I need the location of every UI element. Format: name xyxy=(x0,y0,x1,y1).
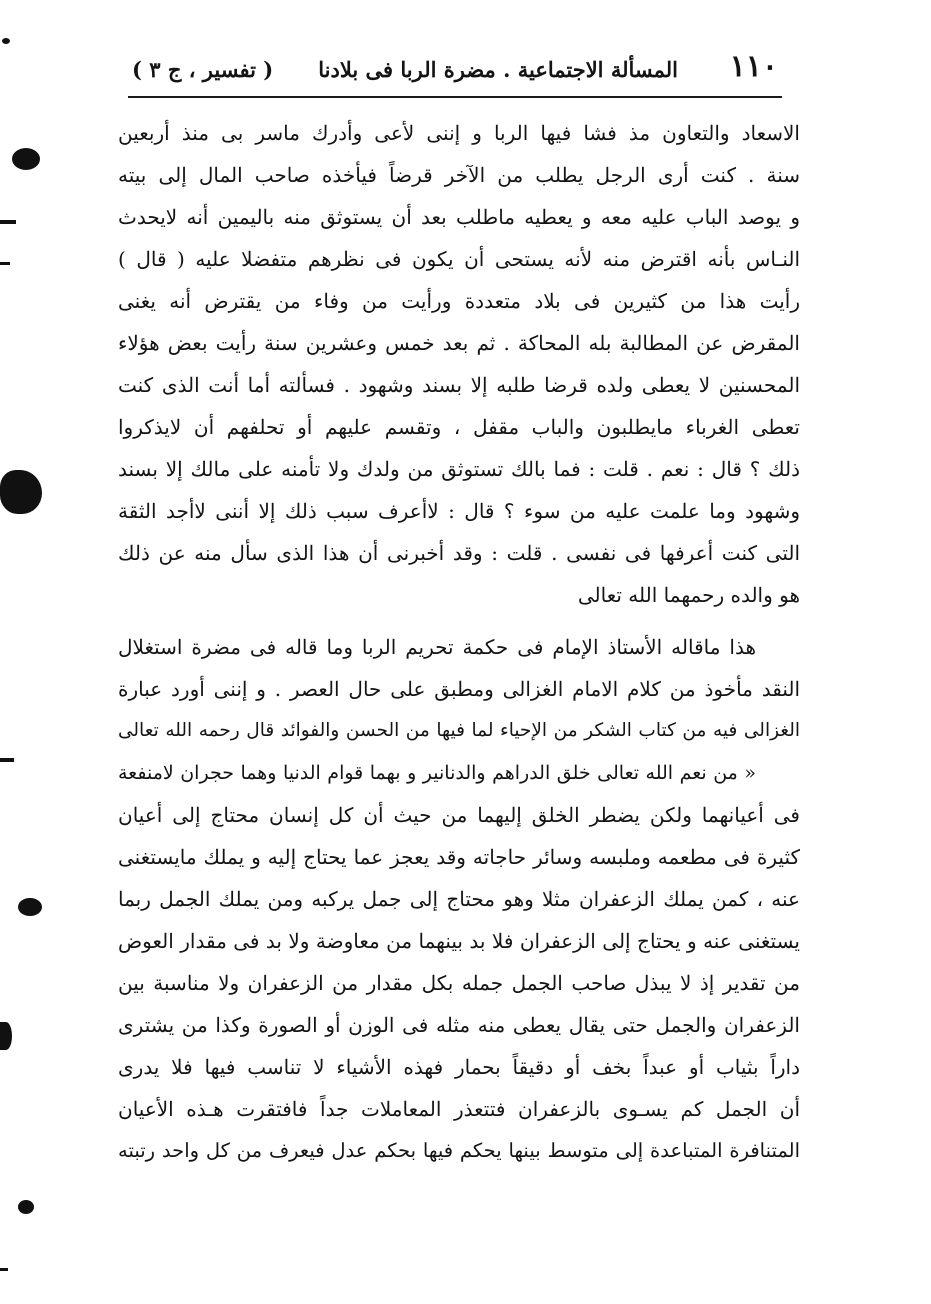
text-line: رأيت هذا من كثيرين فى بلاد متعددة ورأيت من وفاء من يقترض أنه يغنى xyxy=(118,289,800,313)
text-line: تعطى الغرباء مايطلبون والباب مقفل ، وتقسم عليهم أو تحلفهم أن لايذكروا xyxy=(118,415,800,439)
scan-blot xyxy=(12,148,40,170)
text-line: كثيرة فى مطعمه وملبسه وسائر حاجاته وقد يعجز عما يحتاج إليه و يملك مايستغنى xyxy=(118,845,800,869)
text-line: « من نعم الله تعالى خلق الدراهم والدنانير و بهما قوام الدنيا وهما حجران لامنفعة xyxy=(118,762,756,784)
text-line: هو والده رحمهما الله تعالى xyxy=(577,583,800,607)
text-line: النقد مأخوذ من كلام الامام الغزالى ومطبق على حال العصر . و إننى أورد عبارة xyxy=(118,677,801,701)
text-line: من تقدير إذ لا يبذل صاحب الجمل جمله بكل مقدار من الزعفران ولا مناسبة بين xyxy=(118,971,800,995)
text-line: و يوصد الباب عليه معه و يعطيه ماطلب بعد أن يستوثق منه باليمين أنه لايحدث xyxy=(118,205,800,229)
scan-blot xyxy=(18,898,42,916)
text-line: المتنافرة المتباعدة إلى متوسط بينها يحكم فيها بحكم عدل فيعرف من كل واحد رتبته xyxy=(118,1139,800,1162)
body-text xyxy=(118,112,800,1172)
scan-mark xyxy=(0,220,16,224)
scan-blot xyxy=(0,470,42,514)
text-line: الاسعاد والتعاون مذ فشا فيها الربا و إننى لأعى وأدرك ماسر بى منذ أربعين xyxy=(118,121,800,145)
text-line: المقرض عن المطالبة بله المحاكة . ثم بعد خمس وعشرين سنة رأيت بعض هؤلاء xyxy=(118,331,800,355)
page-number: ١١٠ xyxy=(729,49,778,84)
scan-mark xyxy=(0,262,10,265)
text-line: أن الجمل كم يسـوى بالزعفران فتتعذر المعاملات جداً فافتقرت هـذه الأعيان xyxy=(118,1097,800,1121)
text-line: فى أعيانهما ولكن يضطر الخلق إليهما من حيث أن كل إنسان محتاج إلى أعيان xyxy=(118,803,800,827)
quoted-paragraph xyxy=(118,752,800,1172)
volume-note: ( تفسير ، ج ٣ ) xyxy=(132,57,274,82)
text-line: التى كنت أعرفها فى نفسى . قلت : وقد أخبرنى أن هذا الذى سأل منه عن ذلك xyxy=(118,541,800,565)
running-title: المسألة الاجتماعية . مضرة الربا فى بلادنا xyxy=(318,57,678,82)
scan-mark xyxy=(0,1268,8,1271)
text-line: الغزالى فيه من كتاب الشكر من الإحياء لما فيها من الحسن والفوائد قال رحمه الله تعالى xyxy=(118,720,800,741)
scan-blot xyxy=(0,1022,12,1050)
text-line: هذا ماقاله الأستاذ الإمام فى حكمة تحريم الربا وما قاله فى مضرة استغلال xyxy=(118,635,756,659)
scan-mark xyxy=(0,758,14,762)
text-line: وشهود وما علمت عليه من سوء ؟ قال : لاأعرف سبب ذلك إلا أننى لاأجد الثقة xyxy=(118,499,800,523)
text-line: ذلك ؟ قال : نعم . قلت : فما بالك تستوثق من ولدك ولا تأمنه على مالك إلا بسند xyxy=(118,457,800,481)
page-header xyxy=(118,46,778,94)
scan-blot xyxy=(18,1200,34,1214)
paragraph xyxy=(118,626,800,752)
text-line: الزعفران والجمل حتى يقال يعطى منه مثله فى الوزن أو الصورة وكذا من يشترى xyxy=(118,1013,800,1037)
header-rule xyxy=(128,96,782,98)
scan-speck xyxy=(2,38,10,44)
text-line: يستغنى عنه و يحتاج إلى الزعفران فلا بد بينهما من معاوضة ولا بد فى مقدار العوض xyxy=(118,929,800,953)
text-line: عنه ، كمن يملك الزعفران مثلا وهو محتاج إلى جمل يركبه ومن يملك الجمل ربما xyxy=(118,887,800,911)
text-line: المحسنين لا يعطى ولده قرضا طلبه إلا بسند وشهود . فسألته أما أنت الذى كنت xyxy=(118,373,800,397)
text-line: النـاس بأنه اقترض منه لأنه يستحى أن يكون فى نظرهم متفضلا عليه ( قال ) xyxy=(118,247,800,271)
text-line: داراً بثياب أو عبداً بخف أو دقيقاً بحمار فهذه الأشياء لا تناسب فيها فلا يدرى xyxy=(118,1055,800,1079)
text-line: سنة . كنت أرى الرجل يطلب من الآخر قرضاً فيأخذه صاحب المال إلى بيته xyxy=(118,163,800,187)
paragraph xyxy=(118,112,800,616)
